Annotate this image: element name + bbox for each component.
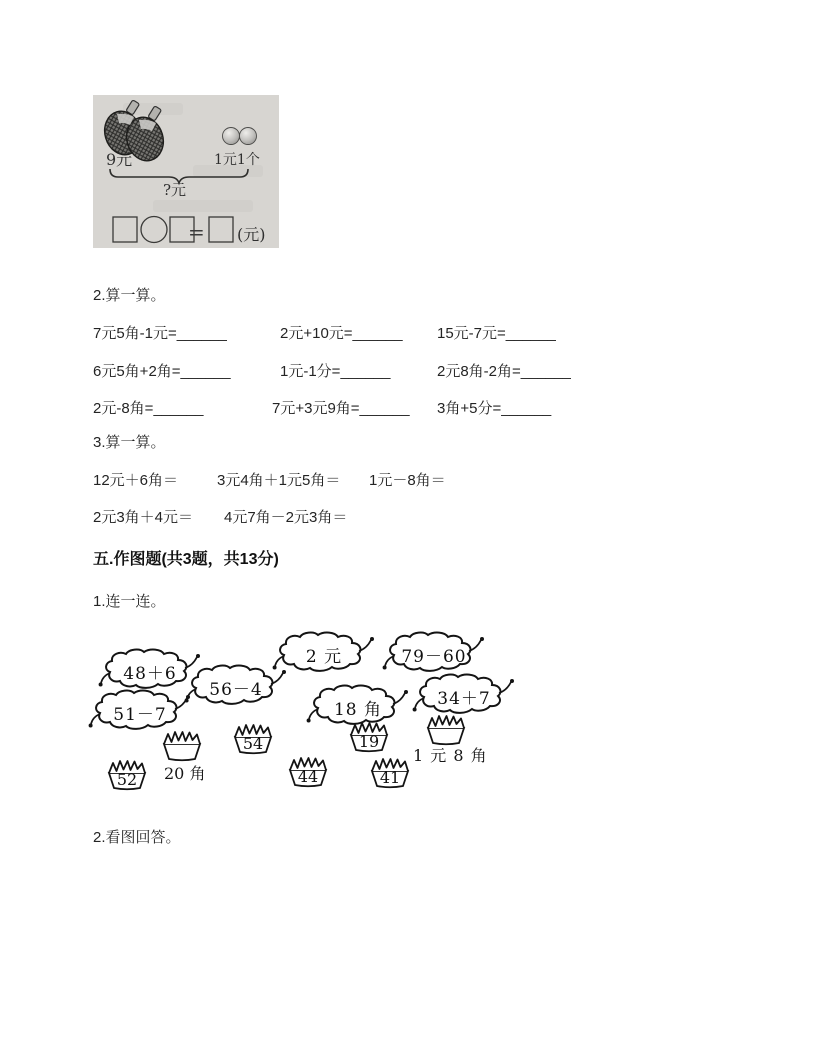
match-cloud[interactable] [412, 673, 516, 717]
section2-row1 [0, 322, 816, 342]
basket-value: 41 [379, 767, 401, 787]
match-basket[interactable] [104, 759, 150, 791]
match-cloud[interactable] [272, 631, 376, 675]
balls-price-label: 1元1个 [214, 152, 260, 168]
basket-value: 19 [358, 731, 380, 751]
section2-title: 2.算一算。 [93, 287, 166, 304]
cloud-expression: 48＋6 [123, 663, 177, 684]
problem: 6元5角+2角=______ [93, 363, 231, 380]
cloud-expression: 51－7 [113, 704, 167, 725]
problem: 7元5角-1元=______ [93, 325, 227, 342]
section2-row3 [0, 397, 816, 417]
equation-boxes [113, 217, 233, 243]
match-cloud[interactable] [88, 689, 192, 733]
section3-title: 3.算一算。 [93, 434, 166, 451]
problem: 7元+3元9角=______ [272, 400, 410, 417]
problem: 4元7角－2元3角＝ [224, 509, 348, 526]
equation-unit-label: (元) [237, 225, 266, 244]
section3-row2 [0, 506, 816, 526]
worksheet-illustration [93, 95, 279, 248]
cloud-expression: 79－60 [401, 646, 467, 667]
problem: 2元3角＋4元＝ [93, 509, 194, 526]
problem: 3元4角＋1元5角＝ [217, 472, 341, 489]
problem: 2元+10元=______ [280, 325, 403, 342]
problem: 2元-8角=______ [93, 400, 204, 417]
section5-question2: 2.看图回答。 [93, 829, 181, 846]
pingpong-balls [223, 128, 257, 145]
problem: 1元－8角＝ [369, 472, 446, 489]
section3-row1 [0, 469, 816, 489]
basket-value [163, 738, 201, 762]
problem: 3角+5分=______ [437, 400, 552, 417]
basket-value: 54 [242, 733, 264, 753]
problem: 1元-1分=______ [280, 363, 391, 380]
match-basket[interactable] [159, 730, 205, 762]
basket-value: 44 [297, 766, 319, 786]
cloud-expression: 34＋7 [437, 688, 491, 709]
paddles-price-label: 9元 [106, 150, 133, 169]
match-basket[interactable] [423, 714, 469, 746]
basket-side-label: 20 角 [164, 764, 206, 783]
equation-equals-sign: = [188, 220, 205, 244]
problem: 12元＋6角＝ [93, 472, 179, 489]
match-basket[interactable] [367, 757, 413, 789]
cloud-expression: 18 角 [333, 699, 383, 720]
match-basket[interactable] [285, 756, 331, 788]
total-question-label: ?元 [163, 181, 187, 199]
section5-question1: 1.连一连。 [93, 593, 166, 610]
match-basket[interactable] [230, 723, 276, 755]
section5-title: 五.作图题(共3题，共13分) [93, 551, 279, 568]
match-basket[interactable] [346, 721, 392, 753]
basket-value: 52 [116, 769, 138, 789]
section2-row2 [0, 360, 816, 380]
problem: 15元-7元=______ [437, 325, 556, 342]
cloud-expression: 2 元 [305, 646, 343, 667]
basket-side-label: 1 元 8 角 [413, 746, 488, 765]
cloud-expression: 56－4 [209, 679, 263, 700]
match-cloud[interactable] [382, 631, 486, 675]
problem: 2元8角-2角=______ [437, 363, 571, 380]
